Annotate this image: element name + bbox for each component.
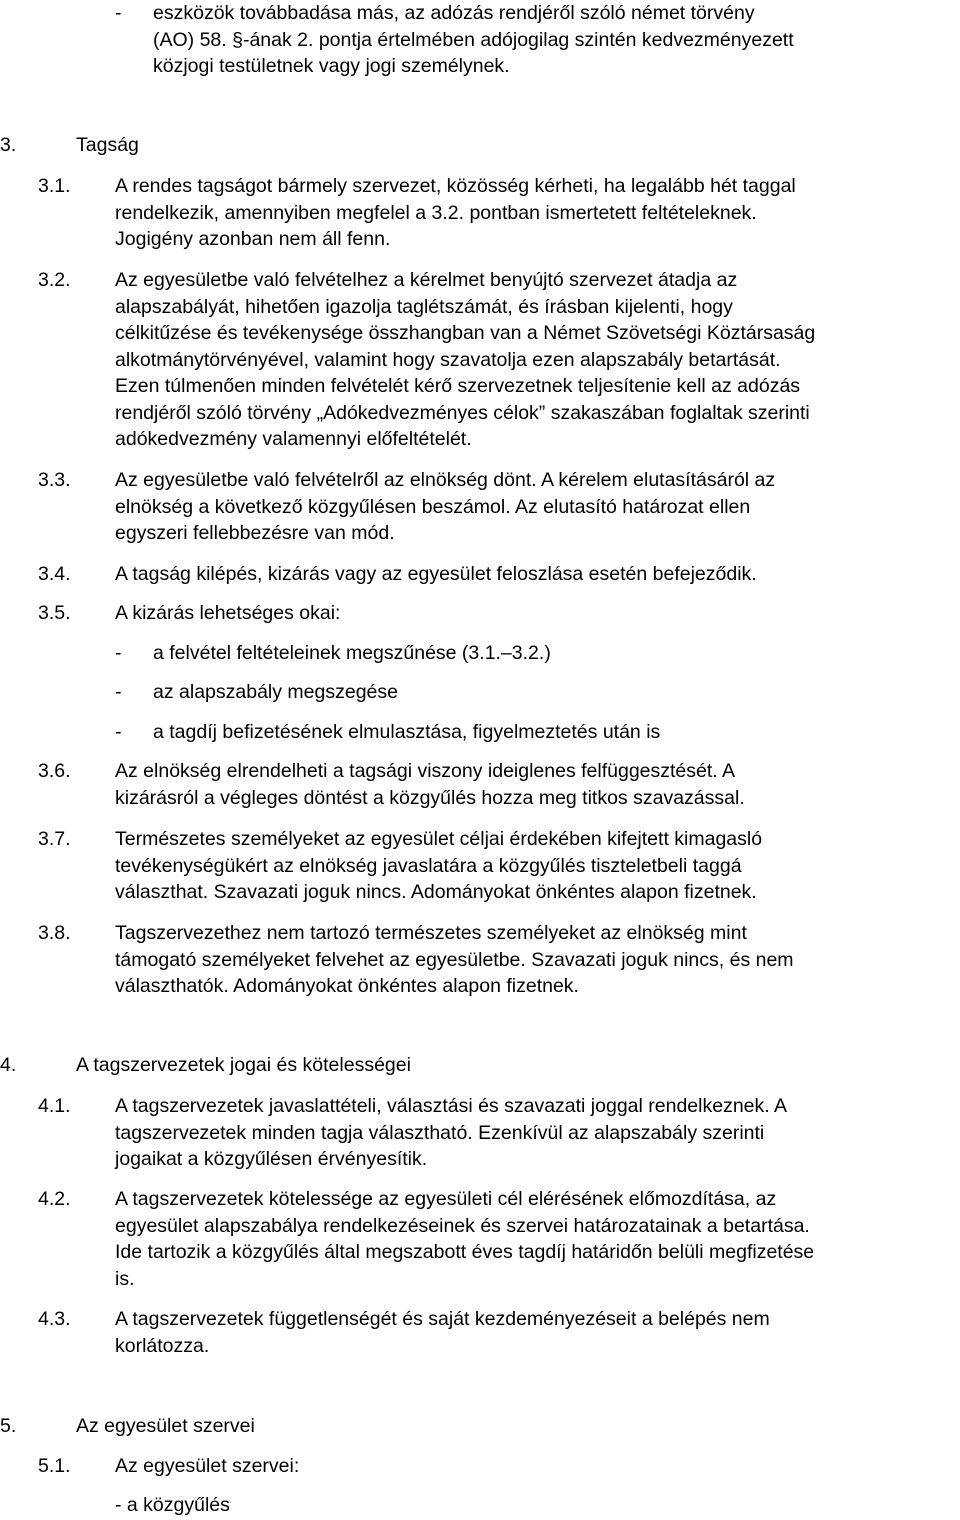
clause-number: 3.1. xyxy=(38,175,71,197)
clause-text: Természetes személyeket az egyesület céljai érdekében kifejtett kimagasló tevékenységükért az elnökség javaslatára a közgyűlés tiszteletbeli taggá választhat. Szavazati joguk nincs. Adományokat önkéntes alapon fizetnek. xyxy=(115,828,763,903)
section-title: A tagszervezetek jogai és kötelességei xyxy=(76,1054,411,1076)
section-title: Az egyesület szervei xyxy=(76,1415,255,1437)
clause-text: Tagszervezethez nem tartozó természetes személyeket az elnökség mint támogató személyeket felvehet az egyesületbe. Szavazati joguk nincs, és nem választhatók. Adományokat önkéntes alapon fizetnek. xyxy=(115,922,794,997)
clause-number: 3.8. xyxy=(38,922,71,944)
clause-text: A tagszervezetek függetlenségét és saját kezdeményezéseit a belépés nem korlátozza. xyxy=(115,1308,770,1357)
clause-number: 3.3. xyxy=(38,469,71,491)
list-item-text: az alapszabály megszegése xyxy=(153,681,398,703)
list-item-text: a felvétel feltételeinek megszűnése (3.1.–3.2.) xyxy=(153,642,551,664)
clause-text: A tagszervezetek javaslattételi, választási és szavazati joggal rendelkeznek. A tagszervezetek minden tagja választható. Ezenkívül az alapszabály szerinti jogaikat a közgyűlésen érvényesítik. xyxy=(115,1095,788,1170)
clause-text: A rendes tagságot bármely szervezet, közösség kérheti, ha legalább hét taggal rendelkezik, amennyiben megfelel a 3.2. pontban ismertetett feltételeknek. Jogigény azonban nem áll fenn. xyxy=(115,175,796,250)
clause-number: 3.2. xyxy=(38,269,71,291)
list-dash: - xyxy=(115,642,122,664)
list-item-text: eszközök továbbadása más, az adózás rendjéről szóló német törvény (AO) 58. §-ának 2. pontja értelmében adójogilag szintén kedvezményezett közjogi testületnek vagy jogi személynek. xyxy=(153,2,794,77)
list-dash: - xyxy=(115,721,122,743)
clause-text: A tagszervezetek kötelessége az egyesületi cél elérésének előmozdítása, az egyesület alapszabálya rendelkezéseinek és szervei határozatainak a betartása. Ide tartozik a közgyűlés által megszabott éves tagdíj határidőn belüli megfizetése is. xyxy=(115,1188,815,1290)
list-item-text: - a közgyűlés xyxy=(115,1494,230,1516)
list-item-text: a tagdíj befizetésének elmulasztása, figyelmeztetés után is xyxy=(153,721,661,743)
clause-number: 4.3. xyxy=(38,1308,71,1330)
clause-number: 3.5. xyxy=(38,602,71,624)
clause-text: Az egyesületbe való felvételről az elnökség dönt. A kérelem elutasításáról az elnökség a következő közgyűlésen beszámol. Az elutasító határozat ellen egyszeri fellebbezésre van mód. xyxy=(115,469,776,544)
clause-text: Az egyesület szervei: xyxy=(115,1455,300,1477)
clause-number: 4.2. xyxy=(38,1188,71,1210)
clause-text: Az elnökség elrendelheti a tagsági viszony ideiglenes felfüggesztését. A kizárásról a végleges döntést a közgyűlés hozza meg titkos szavazással. xyxy=(115,760,745,809)
clause-text: A tagság kilépés, kizárás vagy az egyesület feloszlása esetén befejeződik. xyxy=(115,563,757,585)
clause-number: 5.1. xyxy=(38,1455,71,1477)
clause-text: A kizárás lehetséges okai: xyxy=(115,602,341,624)
section-number: 4. xyxy=(0,1054,17,1076)
clause-number: 3.4. xyxy=(38,563,71,585)
list-dash: - xyxy=(115,2,122,24)
list-dash: - xyxy=(115,681,122,703)
clause-number: 3.7. xyxy=(38,828,71,850)
clause-number: 4.1. xyxy=(38,1095,71,1117)
section-title: Tagság xyxy=(76,134,139,156)
section-number: 5. xyxy=(0,1415,17,1437)
clause-text: Az egyesületbe való felvételhez a kérelmet benyújtó szervezet átadja az alapszabályát, hihetően igazolja taglétszámát, és írásban kijelenti, hogy célkitűzése és tevékenysége összhangban van a Német Szövetségi Köztársaság alkotmánytörvényével, valamint hogy szavatolja ezen alapszabály betartását. Ezen túlmenően minden felvételét kérő szervezetnek teljesítenie kell az adózás rendjéről szóló törvény „Adókedvezményes célok” szakaszában foglaltak szerinti adókedvezmény valamennyi előfeltételét. xyxy=(115,269,816,450)
section-number: 3. xyxy=(0,134,17,156)
clause-number: 3.6. xyxy=(38,760,71,782)
